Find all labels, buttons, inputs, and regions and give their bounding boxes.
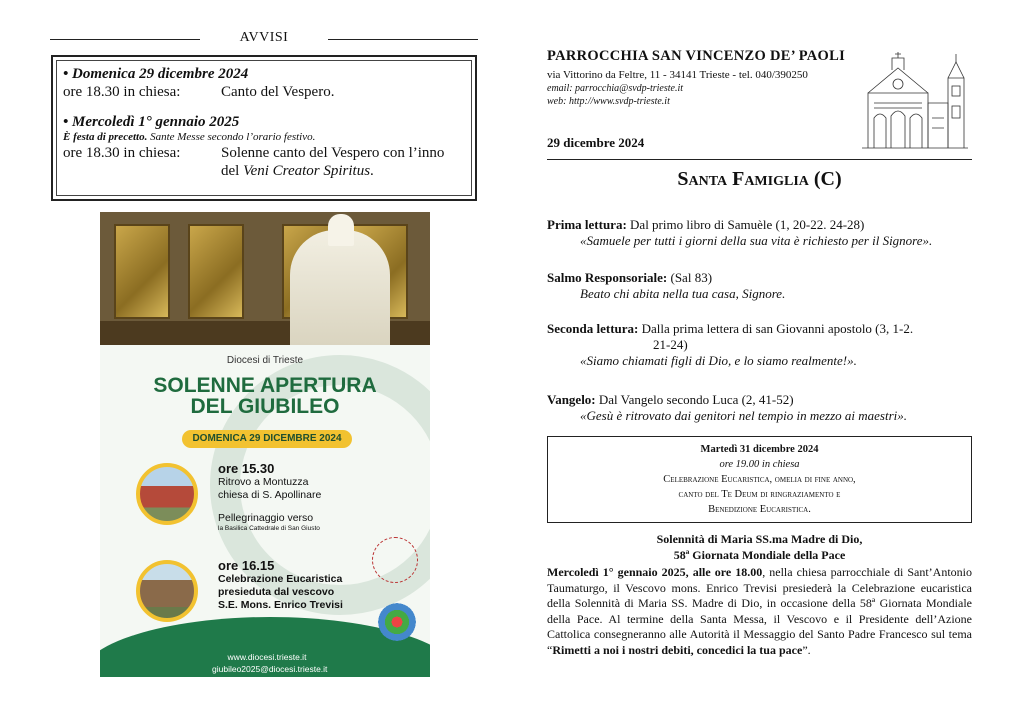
note-text: Sante Messe secondo l’orario festivo.: [147, 131, 316, 143]
divider: [328, 39, 478, 40]
jubilee-logo-icon: [378, 603, 416, 641]
parish-name: PARROCCHIA SAN VINCENZO DE’ PAOLI: [547, 48, 846, 64]
box-time: ore 19.00 in chiesa: [719, 459, 800, 470]
jubilee-poster: [100, 345, 430, 677]
solemnity-lead: Mercoledì 1° gennaio 2025, alle ore 18.00: [547, 565, 763, 579]
mitre: [328, 214, 354, 246]
reading-label: Vangelo:: [547, 392, 596, 407]
event-row: [63, 83, 465, 101]
door-panel: [114, 224, 170, 319]
event-note: [63, 131, 465, 144]
poster-desc: S.E. Mons. Enrico Trevisi: [218, 599, 343, 611]
poster-event1: [218, 461, 321, 532]
poster-time: ore 15.30: [218, 461, 275, 476]
poster-desc: Ritrovo a Montuzza: [218, 476, 309, 488]
solemnity-title: [547, 531, 972, 563]
event-desc-line1: Solenne canto del Vespero con l’inno: [221, 145, 445, 161]
feast-title: Santa Famiglia (C): [677, 168, 842, 190]
door-panel: [188, 224, 244, 319]
holy-door-photo: [100, 212, 430, 345]
reading-second: [547, 321, 972, 369]
event-desc-pre: del: [221, 163, 244, 179]
event-time: ore 18.30 in chiesa:: [63, 145, 181, 161]
reading-psalm: [547, 270, 972, 302]
solemnity-theme: Rimetti a noi i nostri debiti, concedici la tua pace: [552, 642, 803, 657]
poster-desc: Pellegrinaggio verso: [218, 512, 314, 524]
solemnity-body: [547, 565, 972, 658]
reading-source: Dal primo libro di Samuèle (1, 20-22. 24-28): [626, 217, 865, 232]
event-desc: Canto del Vespero.: [221, 84, 335, 100]
poster-time: ore 16.15: [218, 558, 275, 573]
reading-source: Dal Vangelo secondo Luca (2, 41-52): [595, 392, 794, 407]
event-heading: • Domenica 29 dicembre 2024: [63, 66, 249, 82]
note-bold: È festa di precetto.: [63, 131, 148, 143]
box-title: Martedì 31 dicembre 2024: [700, 444, 819, 455]
parish-web: web: http://www.svdp-trieste.it: [547, 96, 670, 107]
divider: [547, 159, 972, 160]
poster-desc-small: la Basilica Cattedrale di San Giusto: [218, 525, 320, 532]
parish-address: via Vittorino da Feltre, 11 - 34141 Trieste - tel. 040/390250: [547, 69, 808, 81]
poster-title-line1: SOLENNE APERTURA: [153, 374, 377, 397]
poster-desc: chiesa di S. Apollinare: [218, 489, 322, 501]
event-desc-hymn: Veni Creator Spiritus: [243, 163, 371, 179]
reading-gospel: [547, 392, 972, 424]
event-heading: • Mercoledì 1° gennaio 2025: [63, 114, 240, 130]
poster-desc: presieduta dal vescovo: [218, 586, 335, 598]
new-year-eve-box: [547, 436, 972, 523]
poster-email: giubileo2025@diocesi.trieste.it: [212, 664, 328, 674]
divider: [50, 39, 200, 40]
avvisi-title: AVVISI: [239, 30, 289, 45]
solemnity-title-line1: Solennità di Maria SS.ma Madre di Dio,: [656, 532, 863, 546]
poster-desc: Celebrazione Eucaristica: [218, 573, 343, 585]
poster-diocese: Diocesi di Trieste: [226, 355, 304, 366]
poster-event2: [218, 558, 343, 612]
church-photo-circle: [136, 463, 198, 525]
box-line: Celebrazione Eucaristica, omelia di fine anno,: [663, 474, 856, 485]
event-time: ore 18.30 in chiesa:: [63, 84, 181, 100]
reading-label: Prima lettura:: [547, 217, 627, 232]
poster-date-badge: DOMENICA 29 DICEMBRE 2024: [182, 430, 352, 448]
solemnity-title-line2: 58ª Giornata Mondiale della Pace: [673, 548, 846, 562]
reading-quote: Beato chi abita nella tua casa, Signore.: [580, 286, 786, 301]
poster-title: [100, 375, 430, 417]
reading-label: Seconda lettura:: [547, 321, 639, 336]
cathedral-photo-circle: [136, 560, 198, 622]
reading-first: [547, 217, 972, 249]
poster-contacts: [212, 651, 328, 675]
box-line: canto del Te Deum di ringraziamento e: [678, 489, 841, 500]
pope-figure: [290, 230, 390, 345]
reading-source: Dalla prima lettera di san Giovanni apostolo (3, 1-2.: [638, 321, 914, 336]
event-row: [63, 144, 465, 180]
reading-source: (Sal 83): [667, 270, 713, 285]
poster-website: www.diocesi.trieste.it: [227, 652, 307, 662]
avvisi-header: [50, 30, 478, 48]
reading-quote: «Gesù è ritrovato dai genitori nel tempio in mezzo ai maestri».: [580, 408, 908, 423]
box-line: Benedizione Eucaristica.: [708, 504, 811, 515]
solemnity-text: , nella chiesa parrocchiale di Sant’Antonio Taumaturgo, il Vescovo mons. Enrico Trevisi presiederà la Celebrazione eucaristica della Solennità di Maria SS. Madre di Dio, in occasione della 58ª Giornata Mondiale della Pace. Al termine della Santa Messa, il Vescovo e il Presidente dell’Azione Cattolica consegneranno alle Autorità il Messaggio del Santo Padre Francesco sul tema “: [547, 565, 972, 657]
bulletin-date: 29 dicembre 2024: [547, 135, 645, 150]
reading-label: Salmo Responsoriale:: [547, 270, 668, 285]
jubilee-seal-icon: [372, 537, 418, 583]
avvisi-box: [51, 55, 477, 201]
reading-quote: «Samuele per tutti i giorni della sua vita è richiesto per il Signore».: [580, 233, 933, 248]
reading-quote: «Siamo chiamati figli di Dio, e lo siamo realmente!».: [580, 353, 857, 368]
church-drawing-icon: [858, 48, 972, 154]
solemnity-end: ”.: [802, 642, 811, 657]
poster-title-line2: DEL GIUBILEO: [190, 395, 340, 418]
event-desc-post: .: [370, 163, 374, 179]
reading-source-cont: 21-24): [653, 337, 688, 352]
parish-email: email: parrocchia@svdp-trieste.it: [547, 83, 684, 94]
event-desc: [221, 144, 444, 180]
